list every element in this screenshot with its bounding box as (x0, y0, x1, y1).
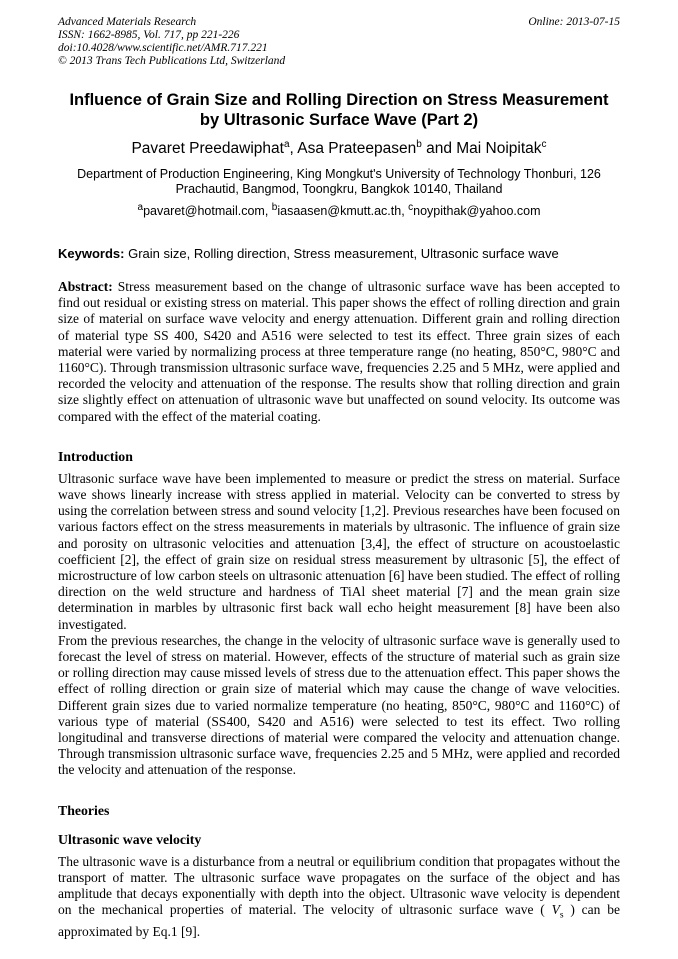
issn-line: ISSN: 1662-8985, Vol. 717, pp 221-226 (58, 29, 240, 41)
email-superscript: b (271, 201, 278, 213)
email-prefix: , (264, 204, 272, 218)
keywords-label: Keywords: (58, 246, 125, 261)
email-superscript: a (137, 201, 144, 213)
keywords-text: Grain size, Rolling direction, Stress measurement, Ultrasonic surface wave (124, 246, 559, 261)
author-name: Pavaret Preedawiphat (131, 140, 284, 157)
email-address: noypithak@yahoo.com (413, 204, 541, 218)
journal-header (58, 16, 620, 68)
wave-velocity-text-before: The ultrasonic wave is a disturbance from a neutral or equilibrium condition that propagates without the transport of matter. The ultrasonic surface wave propagates on the surface of the object and has amplitude that decays exponentially with depth into the object. Ultrasonic wave velocity is dependent on the mechanical properties of material. The velocity of ultrasonic surface wave ( (58, 853, 620, 918)
emails-line (58, 201, 620, 219)
email-prefix: , (401, 204, 409, 218)
abstract-text: Stress measurement based on the change of ultrasonic surface wave has been accepted to find out residual or existing stress on material. This paper shows the effect of rolling direction and grain size of material on surface wave velocity and energy attenuation. Different grain and rolling direction of material type SS 400, S420 and A516 were selected to test its effect. Three grain sizes of each material were varied by normalizing process at three temperature range (no heating, 850°C, 980°C and 1160°C). Through transmission ultrasonic surface wave, frequencies 2.25 and 5 MHz, were applied and recorded the velocity and attenuation of the response. The results show that rolling direction and grain size slightly effect on attenuation of ultrasonic wave but unaffected on sound velocity. Its outcome was compared with the effect of the material coating. (58, 279, 620, 424)
email-superscript: c (408, 201, 414, 213)
introduction-paragraph-1: Ultrasonic surface wave have been implemented to measure or predict the stress on material. Surface wave shows linearly increase with stress applied in material. Velocity can be converted to stress by using the correlation between stress and sound velocity [1,2]. Previous researches have been focused on various factors effect on the stress measurements in materials by ultrasonic. The influence of grain size and porosity on ultrasonic velocities and attenuation [3,4], the effect of structure on acoustoelastic coefficient [2], the effect of grain size on residual stress measurement by ultrasonic [5], the effect of microstructure of low carbon steels on ultrasonic attenuation [6] have been studied. The effect of rolling direction on the weld structure and hardness of TiAl sheet material [7] and the mean grain size determination in marbles by ultrasonic first back wall echo height measurement [8] have been also investigated. (58, 470, 620, 632)
author-superscript: a (283, 138, 290, 150)
author-name: Asa Prateepasen (297, 140, 417, 157)
doi-line: doi:10.4028/www.scientific.net/AMR.717.221 (58, 42, 268, 54)
email-address: iasaasen@kmutt.ac.th (277, 204, 402, 218)
abstract-label: Abstract: (58, 279, 113, 294)
affiliation: Department of Production Engineering, King Mongkut's University of Technology Thonburi, 126 Prachautid, Bangmod, Toongkru, Bangkok 10140, Thailand (77, 167, 601, 196)
abstract-paragraph (58, 279, 620, 425)
online-date: Online: 2013-07-15 (528, 16, 620, 28)
email-address: pavaret@hotmail.com (143, 204, 265, 218)
author-prefix: and (421, 140, 457, 157)
authors-line (58, 139, 620, 158)
theories-heading: Theories (58, 802, 110, 818)
author-prefix: , (289, 140, 298, 157)
keywords-line (58, 246, 620, 262)
journal-name: Advanced Materials Research (58, 16, 197, 28)
introduction-heading: Introduction (58, 448, 133, 464)
journal-header-left (58, 16, 285, 68)
velocity-symbol: V (551, 902, 560, 918)
author-name: Mai Noipitak (456, 140, 542, 157)
paper-title: Influence of Grain Size and Rolling Direction on Stress Measurement by Ultrasonic Surface Wave (Part 2) (69, 91, 609, 129)
copyright-line: © 2013 Trans Tech Publications Ltd, Switzerland (58, 55, 286, 67)
wave-velocity-paragraph (58, 854, 620, 941)
wave-velocity-body (58, 854, 620, 941)
wave-velocity-subheading: Ultrasonic wave velocity (58, 831, 202, 847)
author-superscript: b (416, 138, 422, 150)
velocity-symbol-subscript: s (559, 910, 564, 921)
introduction-body (58, 471, 620, 779)
author-superscript: c (541, 138, 547, 150)
wave-velocity-text-after: ) can be approximated by Eq.1 [9]. (58, 902, 620, 940)
introduction-paragraph-2: From the previous researches, the change in the velocity of ultrasonic surface wave is generally used to forecast the level of stress on material. However, effects of the structure of material such as grain size or rolling direction may cause missed levels of stress due to the attenuation effect. This paper shows the effect of rolling direction or grain size of material which may cause the change of wave velocities. Different grain sizes due to varied normalize temperature (no heating, 850°C, 980°C and 1160°C) of various type of material (SS400, S420 and A516) were selected to test its effect. Two rolling longitudinal and transverse directions of material were compared the velocity and attenuation change. Through transmission ultrasonic surface wave, frequencies 2.25 and 5 MHz, were applied and recorded the velocity and attenuation of the response. (58, 632, 620, 778)
